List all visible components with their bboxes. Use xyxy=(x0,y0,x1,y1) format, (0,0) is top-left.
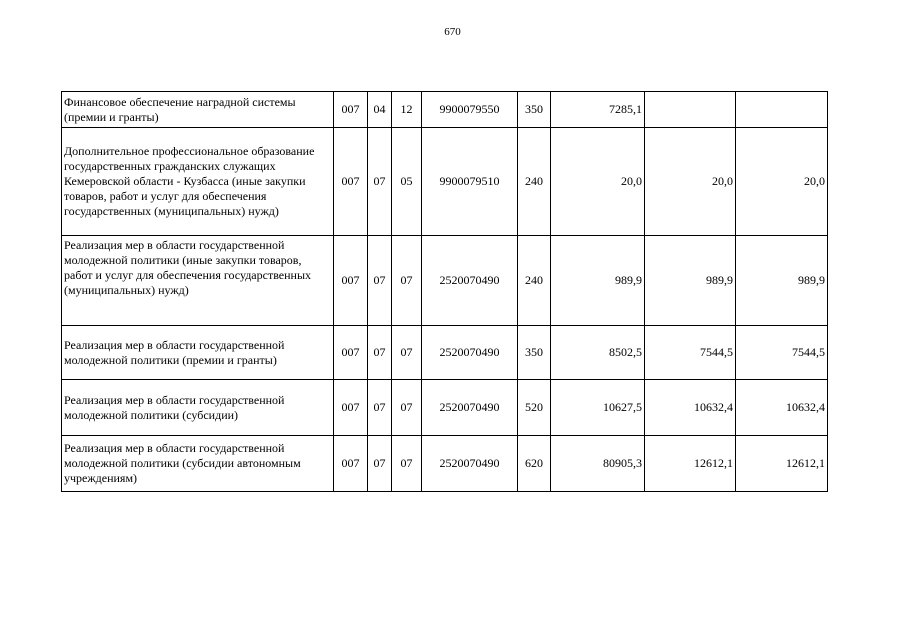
ministry-code-cell: 007 xyxy=(334,380,368,436)
target-code-cell: 9900079550 xyxy=(422,92,518,128)
amount-3-cell: 12612,1 xyxy=(736,436,828,492)
amount-1-cell: 20,0 xyxy=(551,128,645,236)
expense-type-cell: 620 xyxy=(518,436,551,492)
expense-name-cell xyxy=(62,236,334,326)
amount-1-cell: 10627,5 xyxy=(551,380,645,436)
ministry-code-cell: 007 xyxy=(334,236,368,326)
subsection-code-cell: 07 xyxy=(392,436,422,492)
amount-3-cell: 10632,4 xyxy=(736,380,828,436)
expense-type-cell: 240 xyxy=(518,236,551,326)
amount-1-cell: 8502,5 xyxy=(551,326,645,380)
section-code-cell: 07 xyxy=(368,128,392,236)
table-row xyxy=(62,128,828,236)
subsection-code-cell: 07 xyxy=(392,380,422,436)
subsection-code-cell: 12 xyxy=(392,92,422,128)
expense-name-cell xyxy=(62,128,334,236)
table-row xyxy=(62,380,828,436)
ministry-code-cell: 007 xyxy=(334,128,368,236)
expense-name: Дополнительное профессиональное образование государственных гражданских служащих Кемеровской области - Кузбасса (иные закупки товаров, работ и услуг для обеспечения государственных (муниципальных) нужд) xyxy=(64,144,315,218)
ministry-code-cell: 007 xyxy=(334,436,368,492)
subsection-code-cell: 07 xyxy=(392,326,422,380)
section-code-cell: 07 xyxy=(368,236,392,326)
table-row xyxy=(62,92,828,128)
target-code-cell: 2520070490 xyxy=(422,380,518,436)
target-code-cell: 2520070490 xyxy=(422,326,518,380)
expense-type-cell: 240 xyxy=(518,128,551,236)
amount-3-cell: 989,9 xyxy=(736,236,828,326)
amount-3-cell: 7544,5 xyxy=(736,326,828,380)
expense-name-cell xyxy=(62,326,334,380)
amount-2-cell xyxy=(645,92,736,128)
section-code-cell: 07 xyxy=(368,436,392,492)
amount-2-cell: 7544,5 xyxy=(645,326,736,380)
amount-1-cell: 80905,3 xyxy=(551,436,645,492)
target-code-cell: 2520070490 xyxy=(422,436,518,492)
amount-1-cell: 7285,1 xyxy=(551,92,645,128)
section-code-cell: 04 xyxy=(368,92,392,128)
budget-table xyxy=(61,91,828,492)
amount-2-cell: 20,0 xyxy=(645,128,736,236)
target-code-cell: 9900079510 xyxy=(422,128,518,236)
amount-2-cell: 989,9 xyxy=(645,236,736,326)
table-row xyxy=(62,236,828,326)
expense-type-cell: 520 xyxy=(518,380,551,436)
amount-2-cell: 12612,1 xyxy=(645,436,736,492)
section-code-cell: 07 xyxy=(368,326,392,380)
expense-name: Реализация мер в области государственной молодежной политики (субсидии) xyxy=(64,392,285,422)
page-number: 670 xyxy=(444,26,461,38)
target-code-cell: 2520070490 xyxy=(422,236,518,326)
expense-name: Реализация мер в области государственной молодежной политики (иные закупки товаров, работ и услуг для обеспечения государственных (муниципальных) нужд) xyxy=(64,238,312,297)
expense-name-cell xyxy=(62,436,334,492)
expense-type-cell: 350 xyxy=(518,326,551,380)
expense-name-cell xyxy=(62,92,334,128)
expense-name: Финансовое обеспечение наградной системы (премии и гранты) xyxy=(64,94,296,124)
amount-2-cell: 10632,4 xyxy=(645,380,736,436)
amount-3-cell: 20,0 xyxy=(736,128,828,236)
table-row xyxy=(62,326,828,380)
ministry-code-cell: 007 xyxy=(334,92,368,128)
subsection-code-cell: 05 xyxy=(392,128,422,236)
table-row xyxy=(62,436,828,492)
amount-3-cell xyxy=(736,92,828,128)
expense-name: Реализация мер в области государственной молодежной политики (премии и гранты) xyxy=(64,337,285,367)
subsection-code-cell: 07 xyxy=(392,236,422,326)
amount-1-cell: 989,9 xyxy=(551,236,645,326)
expense-type-cell: 350 xyxy=(518,92,551,128)
section-code-cell: 07 xyxy=(368,380,392,436)
expense-name-cell xyxy=(62,380,334,436)
expense-name: Реализация мер в области государственной молодежной политики (субсидии автономным учреждениям) xyxy=(64,441,301,485)
ministry-code-cell: 007 xyxy=(334,326,368,380)
